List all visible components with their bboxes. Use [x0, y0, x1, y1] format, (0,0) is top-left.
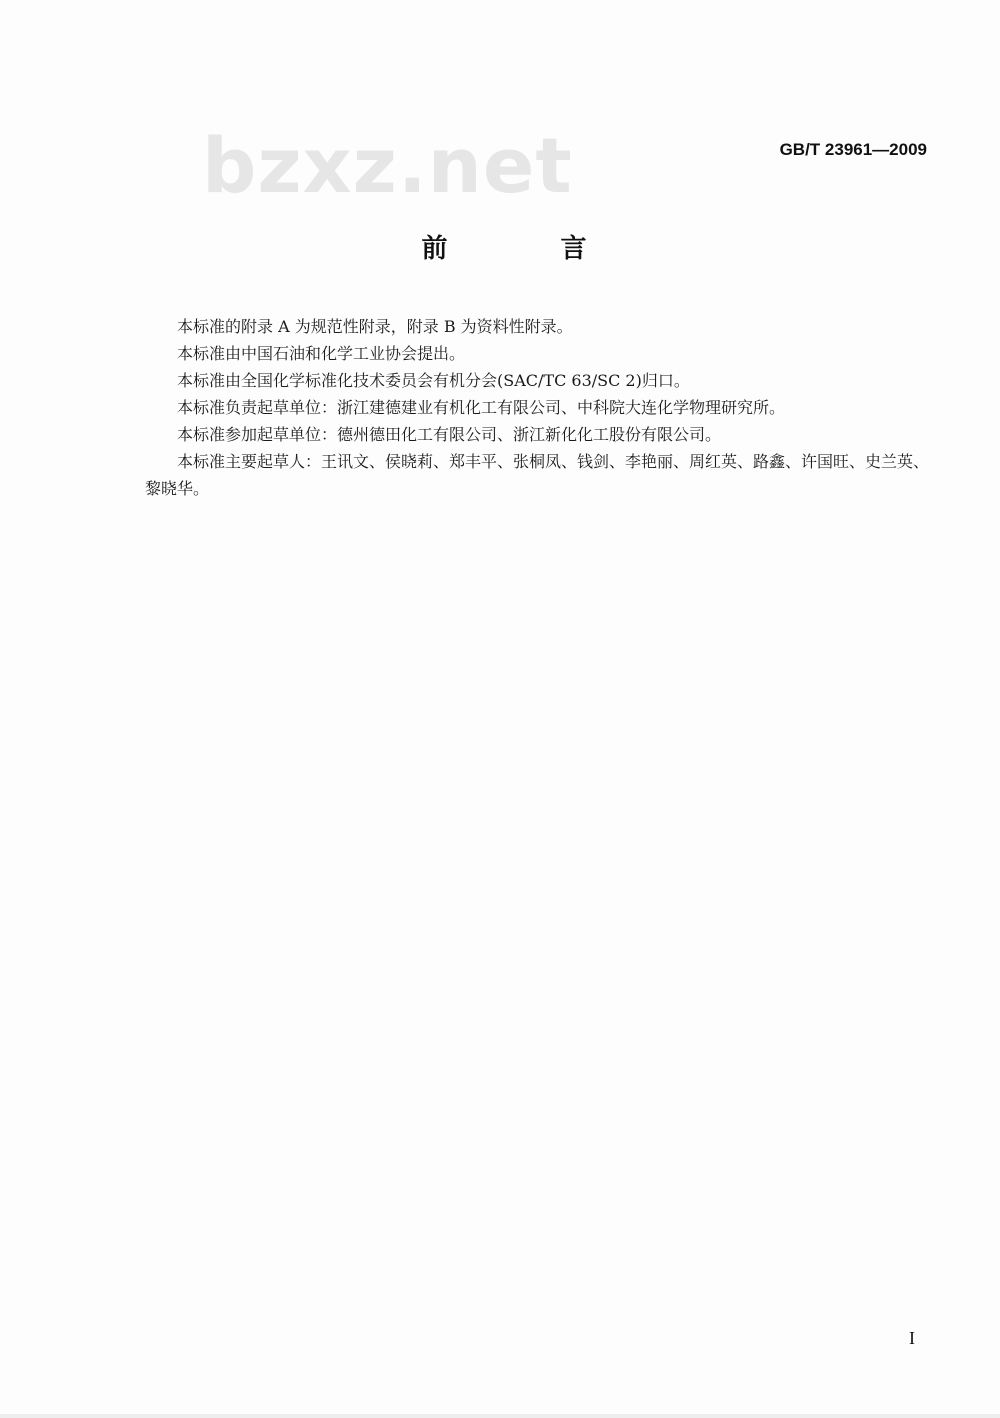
- foreword-paragraph: 本标准由全国化学标准化技术委员会有机分会(SAC/TC 63/SC 2)归口。: [177, 371, 690, 390]
- page-number: I: [909, 1328, 915, 1348]
- foreword-body: [145, 313, 935, 502]
- standard-number: GB/T 23961—2009: [779, 140, 927, 159]
- foreword-paragraph: 本标准的附录 A 为规范性附录，附录 B 为资料性附录。: [177, 317, 573, 336]
- page-bottom-edge: [0, 1414, 1000, 1418]
- foreword-paragraph: 本标准负责起草单位：浙江建德建业有机化工有限公司、中科院大连化学物理研究所。: [177, 398, 786, 417]
- foreword-paragraph: 本标准主要起草人：王讯文、侯晓莉、郑丰平、张桐凤、钱剑、李艳丽、周红英、路鑫、许国旺、史兰英、黎晓华。: [145, 452, 930, 498]
- foreword-paragraph: 本标准参加起草单位：德州德田化工有限公司、浙江新化化工股份有限公司。: [177, 425, 722, 444]
- foreword-paragraph: 本标准由中国石油和化学工业协会提出。: [177, 344, 466, 363]
- watermark: bzxz.net: [202, 121, 573, 210]
- page-title: 前 言: [421, 234, 639, 264]
